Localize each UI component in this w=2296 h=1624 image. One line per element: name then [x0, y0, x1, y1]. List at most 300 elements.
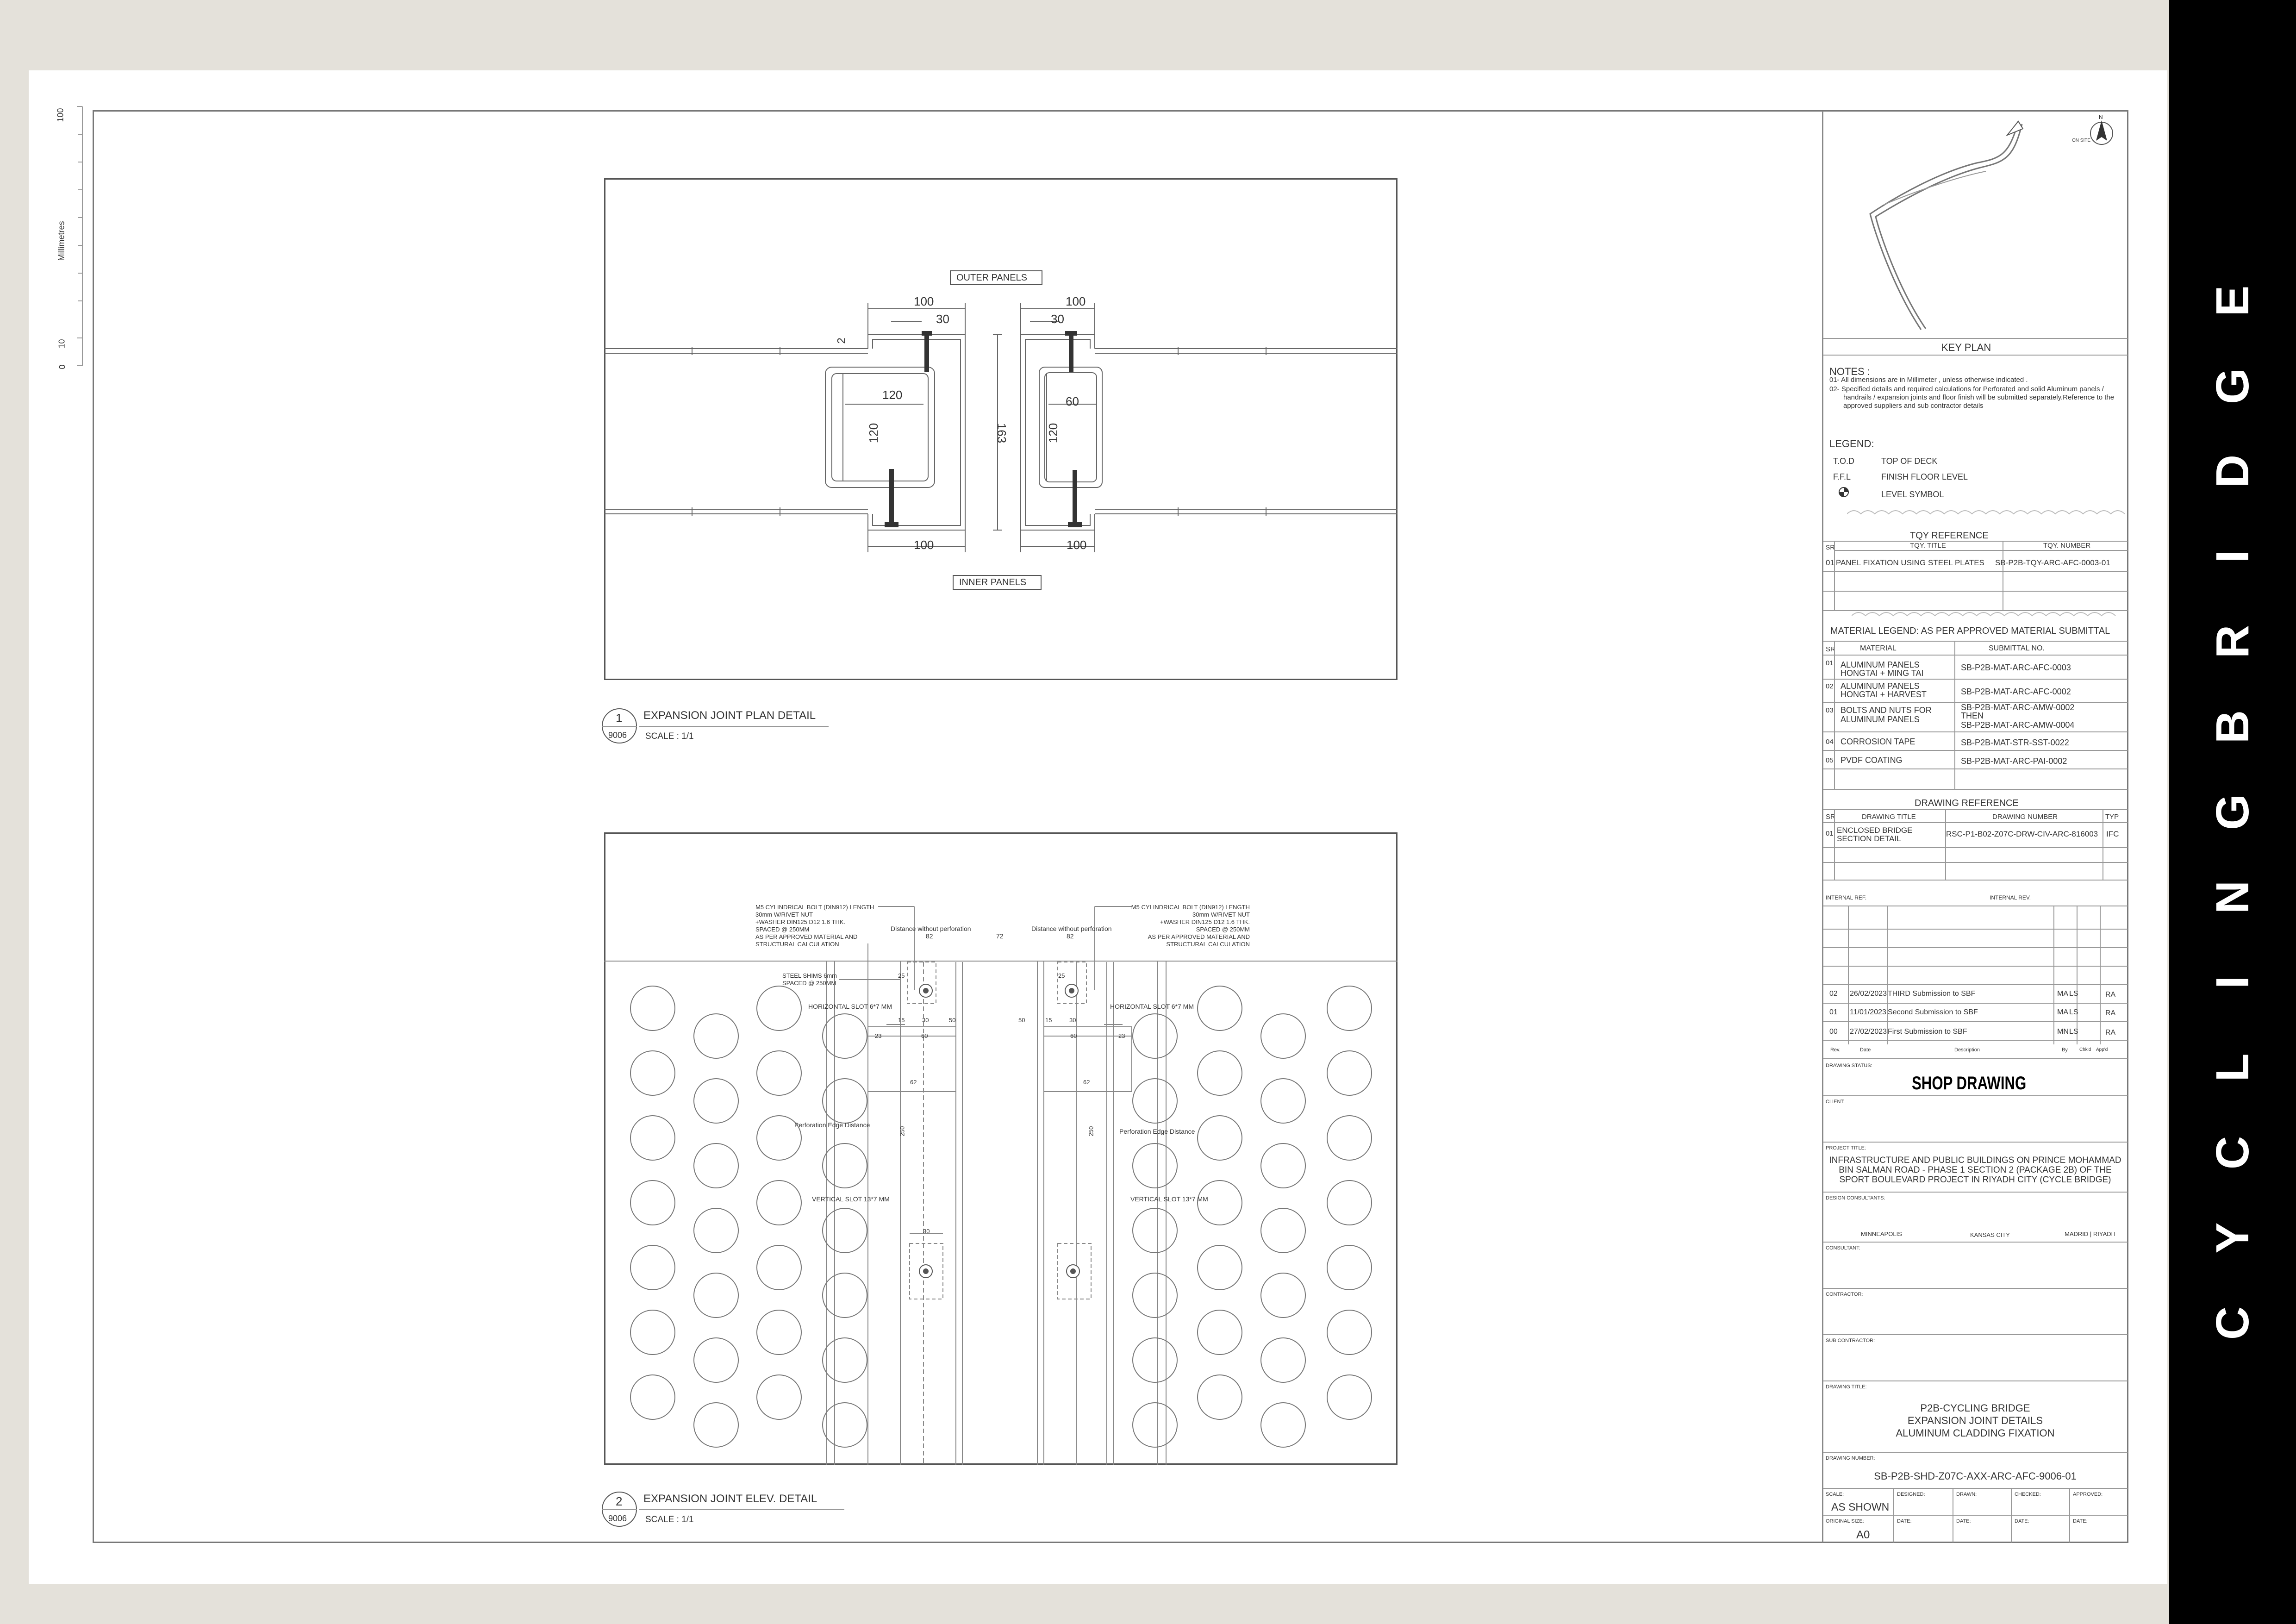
- tb-divider: [1823, 655, 2128, 656]
- v-slot-right: VERTICAL SLOT 13*7 MM: [1130, 1195, 1208, 1203]
- tb-divider: [1823, 966, 2128, 967]
- perforation-hole: [823, 1079, 867, 1123]
- revision-cloud: [1852, 611, 2128, 620]
- dim-82-left: 82: [926, 932, 933, 940]
- perforation-hole: [1198, 986, 1242, 1031]
- drawing-title: [1823, 1402, 2128, 1439]
- material-name: HONGTAI + MING TAI: [1841, 668, 1924, 678]
- rev-col-header: App'd: [2096, 1047, 2108, 1052]
- rev-cell: LS: [2069, 990, 2078, 998]
- tqy-col-header: SR: [1826, 543, 1835, 551]
- dim-23-right: 23: [1118, 1032, 1125, 1039]
- ruler-unit: Millimetres: [56, 221, 66, 261]
- detail2-scale: SCALE : 1/1: [645, 1515, 694, 1524]
- tqy-col-header: TQY. NUMBER: [2043, 542, 2091, 550]
- project-title: [1823, 1156, 2128, 1185]
- detail1-underline: [639, 726, 829, 727]
- tb-divider: [1823, 1021, 2128, 1022]
- perforation-hole: [757, 986, 801, 1031]
- scale-ruler: [56, 102, 93, 370]
- tb-divider: [1823, 929, 2128, 930]
- drawing-ref-title: ENCLOSED BRIDGE: [1837, 826, 1913, 835]
- side-band-letter: Y: [2207, 1222, 2259, 1254]
- bolt-note-right-line: SPACED @ 250MM: [1196, 926, 1250, 933]
- dim-30-left: 30: [922, 1017, 929, 1024]
- material-col-header: SR: [1826, 645, 1835, 653]
- perforation-hole: [1327, 1245, 1372, 1290]
- perforation-hole: [1198, 1245, 1242, 1290]
- dim-23-left: 23: [875, 1032, 882, 1039]
- project-label: PROJECT TITLE:: [1826, 1145, 1866, 1151]
- scale-row-label: DESIGNED:: [1897, 1492, 1925, 1497]
- perforation-hole: [1133, 1273, 1177, 1318]
- note-line: approved suppliers and sub contractor details: [1843, 402, 1984, 410]
- material-sr: 01: [1826, 659, 1834, 667]
- perforation-hole: [823, 1014, 867, 1058]
- material-name: BOLTS AND NUTS FOR: [1841, 706, 1932, 715]
- rev-col-header: By: [2062, 1047, 2068, 1053]
- material-name: ALUMINUM PANELS: [1841, 681, 1920, 691]
- ruler-tick-0: 0: [57, 364, 67, 369]
- project-title-line: BIN SALMAN ROAD - PHASE 1 SECTION 2 (PACKAGE 2B) OF THE: [1839, 1165, 2112, 1175]
- bolt-note-left-line: +WASHER DIN125 D12 1.6 THK.: [755, 918, 845, 925]
- size-row-label: DATE:: [2015, 1518, 2029, 1524]
- steel-shims-line: STEEL SHIMS 6mm: [782, 972, 837, 979]
- rev-col-header: Date: [1860, 1047, 1871, 1053]
- dist-no-perf-right: Distance without perforation: [1031, 925, 1112, 932]
- side-band-letter: R: [2207, 625, 2259, 659]
- drawing-title-line: EXPANSION JOINT DETAILS: [1907, 1415, 2043, 1426]
- tb-divider: [1823, 768, 2128, 769]
- detail1-number: 1: [616, 711, 623, 725]
- perforation-hole: [1327, 1310, 1372, 1355]
- detail1-sheet: 9006: [608, 731, 627, 740]
- tb-col-divider: [1834, 642, 1835, 790]
- level-symbol-icon: [1839, 487, 1849, 497]
- perforation-hole: [1198, 1181, 1242, 1225]
- perforation-hole: [1327, 1181, 1372, 1225]
- perforation-hole: [694, 1208, 738, 1253]
- perforation-hole: [1198, 1051, 1242, 1095]
- rev-cell: RA: [2105, 991, 2116, 999]
- tb-divider: [1823, 1040, 2128, 1041]
- tb-divider: [1823, 1192, 2128, 1193]
- side-band-letter: C: [2207, 1306, 2259, 1340]
- dim-62-left: 62: [910, 1079, 917, 1086]
- inner-panels-label: INNER PANELS: [959, 577, 1027, 587]
- perforation-hole: [1198, 1375, 1242, 1419]
- legend-desc: TOP OF DECK: [1881, 456, 1938, 466]
- internal-rev-label: INTERNAL REV.: [1990, 894, 2031, 901]
- legend-heading: LEGEND:: [1829, 438, 1874, 450]
- dim-100-bl: 100: [914, 538, 934, 552]
- rev-cell: LS: [2069, 1008, 2078, 1016]
- perforation-hole: [1133, 1403, 1177, 1447]
- side-band-title: [2169, 0, 2296, 1624]
- perforation-hole: [823, 1273, 867, 1318]
- perforation-hole: [757, 1310, 801, 1355]
- tb-divider: [1823, 1242, 2128, 1243]
- tb-divider: [1823, 1334, 2128, 1335]
- dim-30-tl: 30: [936, 312, 949, 326]
- bolt-note-right-line: +WASHER DIN125 D12 1.6 THK.: [1160, 918, 1250, 925]
- drawing-title-line: ALUMINUM CLADDING FIXATION: [1896, 1427, 2055, 1439]
- size-row-label: DATE:: [1897, 1518, 1912, 1524]
- perforation-hole: [1133, 1143, 1177, 1188]
- tb-col-divider: [1834, 810, 1835, 880]
- sub-contractor-label: SUB CONTRACTOR:: [1826, 1338, 1875, 1343]
- dim-15-right: 15: [1045, 1017, 1052, 1024]
- size-row-label: DATE:: [2073, 1518, 2088, 1524]
- perforation-hole: [1133, 1079, 1177, 1123]
- legend-desc: LEVEL SYMBOL: [1881, 490, 1944, 499]
- tb-col-divider: [2100, 906, 2101, 1044]
- size-row-label: DATE:: [1956, 1518, 1971, 1524]
- perforation-hole: [1133, 1208, 1177, 1253]
- dim-50-left: 50: [949, 1017, 956, 1024]
- tqy-cell: 01: [1826, 558, 1834, 567]
- consultant-city: KANSAS CITY: [1970, 1231, 2010, 1238]
- dim-60-left: 60: [921, 1032, 928, 1039]
- perforation-hole: [757, 1245, 801, 1290]
- side-band-letter: D: [2207, 454, 2259, 488]
- rev-col-header: Chk'd: [2079, 1047, 2091, 1052]
- contractor-label: CONTRACTOR:: [1826, 1292, 1863, 1297]
- material-sr: 05: [1826, 756, 1834, 764]
- material-name: HONGTAI + HARVEST: [1841, 690, 1927, 699]
- rev-cell: Second Submission to SBF: [1888, 1008, 1978, 1016]
- tb-divider: [1823, 822, 2128, 823]
- consultant-city: MADRID | RIYADH: [2065, 1230, 2116, 1237]
- tb-divider: [1823, 731, 2128, 732]
- h-slot-left: HORIZONTAL SLOT 6*7 MM: [808, 1003, 892, 1010]
- tb-col-divider: [2077, 906, 2078, 1044]
- perf-edge-left: Perforation Edge Distance: [794, 1121, 870, 1129]
- tb-divider: [1823, 679, 2128, 680]
- perforation-hole: [1198, 1310, 1242, 1355]
- material-submittal: SB-P2B-MAT-ARC-AFC-0003: [1961, 663, 2071, 672]
- material-col-header: MATERIAL: [1860, 644, 1897, 652]
- material-submittal: SB-P2B-MAT-STR-SST-0022: [1961, 738, 2069, 747]
- note-line: handrails / expansion joints and floor finish will be submitted separately.Reference to the: [1843, 394, 2115, 401]
- rev-cell: LS: [2069, 1028, 2078, 1036]
- perforation-hole: [823, 1143, 867, 1188]
- size-row-label: ORIGINAL SIZE:: [1826, 1518, 1864, 1524]
- drawing-ref-col-header: TYP: [2105, 813, 2119, 821]
- tb-divider: [1823, 338, 2128, 339]
- tb-col-divider: [1945, 810, 1946, 880]
- perforation-hole: [694, 1014, 738, 1058]
- dim-100-tr: 100: [1066, 294, 1086, 308]
- dim-30-v: 30: [923, 1228, 930, 1235]
- dim-15-left: 15: [898, 1017, 905, 1024]
- perforation-hole: [1261, 1079, 1305, 1123]
- rev-cell: MA: [2057, 990, 2068, 998]
- consultant-city: MINNEAPOLIS: [1861, 1230, 1902, 1237]
- material-col-header: SUBMITTAL NO.: [1989, 644, 2045, 652]
- dim-2: 2: [835, 337, 848, 344]
- tb-divider: [1823, 984, 2128, 985]
- rev-cell: 11/01/2023: [1850, 1008, 1886, 1016]
- tb-col-divider: [1954, 642, 1955, 790]
- tb-divider: [1823, 571, 2128, 572]
- drawing-number: SB-P2B-SHD-Z07C-AXX-ARC-AFC-9006-01: [1874, 1470, 2077, 1482]
- perforation-hole: [823, 1403, 867, 1447]
- drawing-title-label: DRAWING TITLE:: [1826, 1384, 1867, 1390]
- material-name: ALUMINUM PANELS: [1841, 715, 1920, 724]
- tb-divider: [1823, 1380, 2128, 1381]
- h-slot-right: HORIZONTAL SLOT 6*7 MM: [1110, 1003, 1194, 1010]
- scale-value: AS SHOWN: [1831, 1501, 1890, 1513]
- perforation-hole: [630, 1051, 675, 1095]
- tb-divider: [1823, 1142, 2128, 1143]
- tb-divider: [1823, 880, 2128, 881]
- perf-edge-right: Perforation Edge Distance: [1119, 1128, 1195, 1135]
- perforation-hole: [694, 1143, 738, 1188]
- bolt-note-left-line: SPACED @ 250MM: [755, 926, 810, 933]
- project-title-line: SPORT BOULEVARD PROJECT IN RIYADH CITY (CYCLE BRIDGE): [1839, 1175, 2111, 1185]
- dim-60: 60: [1066, 394, 1079, 408]
- project-title-line: INFRASTRUCTURE AND PUBLIC BUILDINGS ON PRINCE MOHAMMAD: [1829, 1156, 2121, 1165]
- tb-divider: [1823, 641, 2128, 642]
- revision-cloud: [1847, 509, 2128, 518]
- side-band-letter: G: [2207, 368, 2259, 404]
- scale-row-label: APPROVED:: [2073, 1492, 2103, 1497]
- tb-divider: [1823, 1515, 2128, 1516]
- perforation-hole: [694, 1338, 738, 1382]
- tb-divider: [1823, 1095, 2128, 1096]
- tb-col-divider: [2053, 906, 2054, 1044]
- bolt-note-right-line: STRUCTURAL CALCULATION: [1166, 941, 1250, 948]
- legend-code: T.O.D: [1833, 456, 1855, 466]
- tb-col-divider: [1848, 906, 1849, 1044]
- dim-120-v-right: 120: [1046, 423, 1061, 443]
- tb-col-divider: [1834, 542, 1835, 611]
- rev-cell: RA: [2105, 1009, 2116, 1017]
- drawing-ref-typ: IFC: [2106, 830, 2119, 838]
- scale-row-label: SCALE:: [1826, 1492, 1844, 1497]
- drawing-ref-sr: 01: [1826, 830, 1834, 837]
- material-sr: 03: [1826, 706, 1834, 714]
- dim-100-tl: 100: [914, 294, 934, 308]
- dim-25-left: 25: [898, 972, 905, 979]
- side-band-letter: E: [2207, 285, 2259, 317]
- perforation-hole: [823, 1208, 867, 1253]
- side-band-letter: G: [2207, 794, 2259, 830]
- dim-25-right: 25: [1058, 972, 1065, 979]
- notes-heading: NOTES :: [1829, 366, 1871, 377]
- material-submittal: SB-P2B-MAT-ARC-AFC-0002: [1961, 687, 2071, 696]
- tb-divider: [1823, 1488, 2128, 1489]
- perforation-hole: [1261, 1338, 1305, 1382]
- perforation-hole: [630, 1116, 675, 1160]
- drawing-ref-col-header: DRAWING TITLE: [1862, 813, 1916, 821]
- status-label: DRAWING STATUS:: [1826, 1063, 1872, 1068]
- perforation-hole: [1327, 986, 1372, 1031]
- perforation-hole: [1261, 1143, 1305, 1188]
- tb-divider: [1835, 550, 2128, 551]
- v-slot-left: VERTICAL SLOT 13*7 MM: [812, 1195, 890, 1203]
- dim-50-right: 50: [1018, 1017, 1025, 1024]
- tqy-cell: SB-P2B-TQY-ARC-AFC-0003-01: [1995, 558, 2110, 567]
- side-band-letter: N: [2207, 880, 2259, 914]
- perforation-hole: [1133, 1338, 1177, 1382]
- perforation-hole: [1133, 1014, 1177, 1058]
- note-line: 01- All dimensions are in Millimeter , unless otherwise indicated .: [1829, 376, 2028, 384]
- rev-col-header: Rev.: [1830, 1047, 1841, 1053]
- perforation-hole: [1261, 1403, 1305, 1447]
- tqy-heading: TQY REFERENCE: [1910, 531, 1989, 541]
- drawing-ref-title: SECTION DETAIL: [1837, 834, 1901, 843]
- key-plan-label: KEY PLAN: [1941, 342, 1991, 353]
- key-plan-dir: ON SITE: [2072, 138, 2091, 143]
- detail2-sheet: 9006: [608, 1514, 627, 1523]
- consultant-label: CONSULTANT:: [1826, 1245, 1860, 1251]
- material-name: CORROSION TAPE: [1841, 737, 1915, 746]
- legend-desc: FINISH FLOOR LEVEL: [1881, 472, 1968, 481]
- dim-100-br: 100: [1067, 538, 1087, 552]
- dim-120-v-left: 120: [867, 423, 881, 443]
- material-submittal: SB-P2B-MAT-ARC-PAI-0002: [1961, 756, 2067, 766]
- internal-ref-label: INTERNAL REF.: [1826, 894, 1867, 901]
- north-label: N: [2099, 114, 2103, 120]
- side-band-letter: B: [2207, 710, 2259, 744]
- tb-divider: [1823, 355, 2128, 356]
- scale-row-label: CHECKED:: [2015, 1492, 2041, 1497]
- rev-cell: 26/02/2023: [1850, 990, 1887, 998]
- tb-divider: [1823, 1003, 2128, 1004]
- perforation-holes: [630, 986, 1372, 1447]
- drawing-title-line: P2B-CYCLING BRIDGE: [1920, 1402, 2030, 1414]
- perforation-hole: [757, 1051, 801, 1095]
- perforation-hole: [1198, 1116, 1242, 1160]
- perforation-hole: [630, 1181, 675, 1225]
- perforation-hole: [1327, 1116, 1372, 1160]
- detail2-title: EXPANSION JOINT ELEV. DETAIL: [643, 1493, 817, 1505]
- detail1-title: EXPANSION JOINT PLAN DETAIL: [643, 709, 816, 722]
- bolt-note-right: [1116, 904, 1250, 948]
- dim-30-tr: 30: [1051, 312, 1064, 326]
- material-submittal: SB-P2B-MAT-ARC-AMW-0002: [1961, 703, 2075, 712]
- detail2-number: 2: [616, 1494, 623, 1508]
- drawing-ref-number: RSC-P1-B02-Z07C-DRW-CIV-ARC-816003: [1946, 830, 2098, 838]
- perforation-hole: [1261, 1014, 1305, 1058]
- bolt-note-left-line: M5 CYLINDRICAL BOLT (DIN912) LENGTH: [755, 904, 874, 911]
- side-band-letter: I: [2207, 976, 2259, 989]
- dim-72: 72: [996, 932, 1004, 940]
- perforation-hole: [1327, 1051, 1372, 1095]
- ruler-tick-10: 10: [57, 339, 67, 349]
- bolt-note-left-line: 30mm W/RIVET NUT: [755, 911, 813, 918]
- legend-code: F.F.L: [1833, 472, 1851, 481]
- tb-divider: [1823, 1058, 2128, 1059]
- side-band-letter: I: [2207, 550, 2259, 563]
- detail2-bubble-divider: [602, 1509, 637, 1510]
- side-title-band: [2169, 0, 2296, 1624]
- dim-60-right: 60: [1070, 1032, 1077, 1039]
- bolt-note-right-line: 30mm W/RIVET NUT: [1192, 911, 1250, 918]
- material-name: PVDF COATING: [1841, 756, 1903, 765]
- dim-62-right: 62: [1083, 1079, 1090, 1086]
- perforation-hole: [694, 1403, 738, 1447]
- bolt-note-left-line: AS PER APPROVED MATERIAL AND: [755, 933, 858, 940]
- perforation-hole: [630, 986, 675, 1031]
- side-band-letter: C: [2207, 1136, 2259, 1170]
- detail2-underline: [639, 1509, 844, 1510]
- rev-cell: 27/02/2023: [1850, 1028, 1887, 1036]
- bolt-note-right-line: AS PER APPROVED MATERIAL AND: [1148, 933, 1250, 940]
- steel-shims-note: [782, 972, 837, 987]
- tb-divider: [1823, 947, 2128, 948]
- dist-no-perf-left: Distance without perforation: [891, 925, 971, 932]
- perforation-hole: [1327, 1375, 1372, 1419]
- bolt-note-right-line: M5 CYLINDRICAL BOLT (DIN912) LENGTH: [1131, 904, 1250, 911]
- rev-cell: THIRD Submission to SBF: [1888, 990, 1976, 998]
- rev-col-header: Description: [1954, 1047, 1980, 1053]
- ruler-tick-100: 100: [56, 108, 65, 122]
- dim-120-h: 120: [882, 388, 903, 402]
- material-submittal: THEN: [1961, 711, 1984, 720]
- client-label: CLIENT:: [1826, 1099, 1845, 1105]
- material-submittal: SB-P2B-MAT-ARC-AMW-0004: [1961, 720, 2075, 730]
- rev-cell: 01: [1829, 1008, 1838, 1016]
- rev-cell: 02: [1829, 990, 1838, 998]
- dim-82-right: 82: [1067, 932, 1074, 940]
- perforation-hole: [694, 1079, 738, 1123]
- tb-divider: [1823, 750, 2128, 751]
- rev-cell: MA: [2057, 1008, 2068, 1016]
- tb-divider: [1823, 1452, 2128, 1453]
- tb-divider: [1823, 809, 2128, 810]
- perforation-hole: [823, 1338, 867, 1382]
- status-value: SHOP DRAWING: [1912, 1073, 2027, 1093]
- key-plan-graphic: [1824, 112, 2128, 339]
- dim-163: 163: [995, 423, 1009, 443]
- material-sr: 02: [1826, 682, 1834, 690]
- tb-divider: [1823, 789, 2128, 790]
- perforation-hole: [757, 1375, 801, 1419]
- tqy-col-header: TQY. TITLE: [1910, 542, 1946, 550]
- rev-cell: MN: [2057, 1028, 2069, 1036]
- detail1-bubble-divider: [602, 726, 637, 727]
- perforation-hole: [1261, 1273, 1305, 1318]
- tb-divider: [1823, 847, 2128, 848]
- material-sr: 04: [1826, 738, 1834, 746]
- rev-cell: 00: [1829, 1028, 1838, 1036]
- perforation-hole: [630, 1245, 675, 1290]
- bolt-note-left: [755, 904, 874, 948]
- perforation-hole: [1261, 1208, 1305, 1253]
- size-value: A0: [1856, 1529, 1870, 1541]
- steel-shims-line: SPACED @ 250MM: [782, 980, 836, 987]
- tqy-cell: PANEL FIXATION USING STEEL PLATES: [1836, 558, 1984, 567]
- tb-divider: [1823, 591, 2128, 592]
- perforation-hole: [630, 1375, 675, 1419]
- rev-cell: RA: [2105, 1029, 2116, 1037]
- rev-cell: First Submission to SBF: [1888, 1028, 1967, 1036]
- perforation-hole: [694, 1273, 738, 1318]
- dim-250-right: 250: [1087, 1126, 1095, 1137]
- drawing-number-label: DRAWING NUMBER:: [1826, 1455, 1875, 1461]
- tb-divider: [1823, 862, 2128, 863]
- dim-30-right: 30: [1069, 1017, 1076, 1024]
- tb-col-divider: [1887, 906, 1888, 1044]
- drawing-ref-col-header: DRAWING NUMBER: [1992, 813, 2058, 821]
- perforation-hole: [630, 1310, 675, 1355]
- design-consultants-label: DESIGN CONSULTANTS:: [1826, 1195, 1885, 1201]
- bolt-note-left-line: STRUCTURAL CALCULATION: [755, 941, 839, 948]
- drawing-ref-heading: DRAWING REFERENCE: [1915, 798, 2019, 808]
